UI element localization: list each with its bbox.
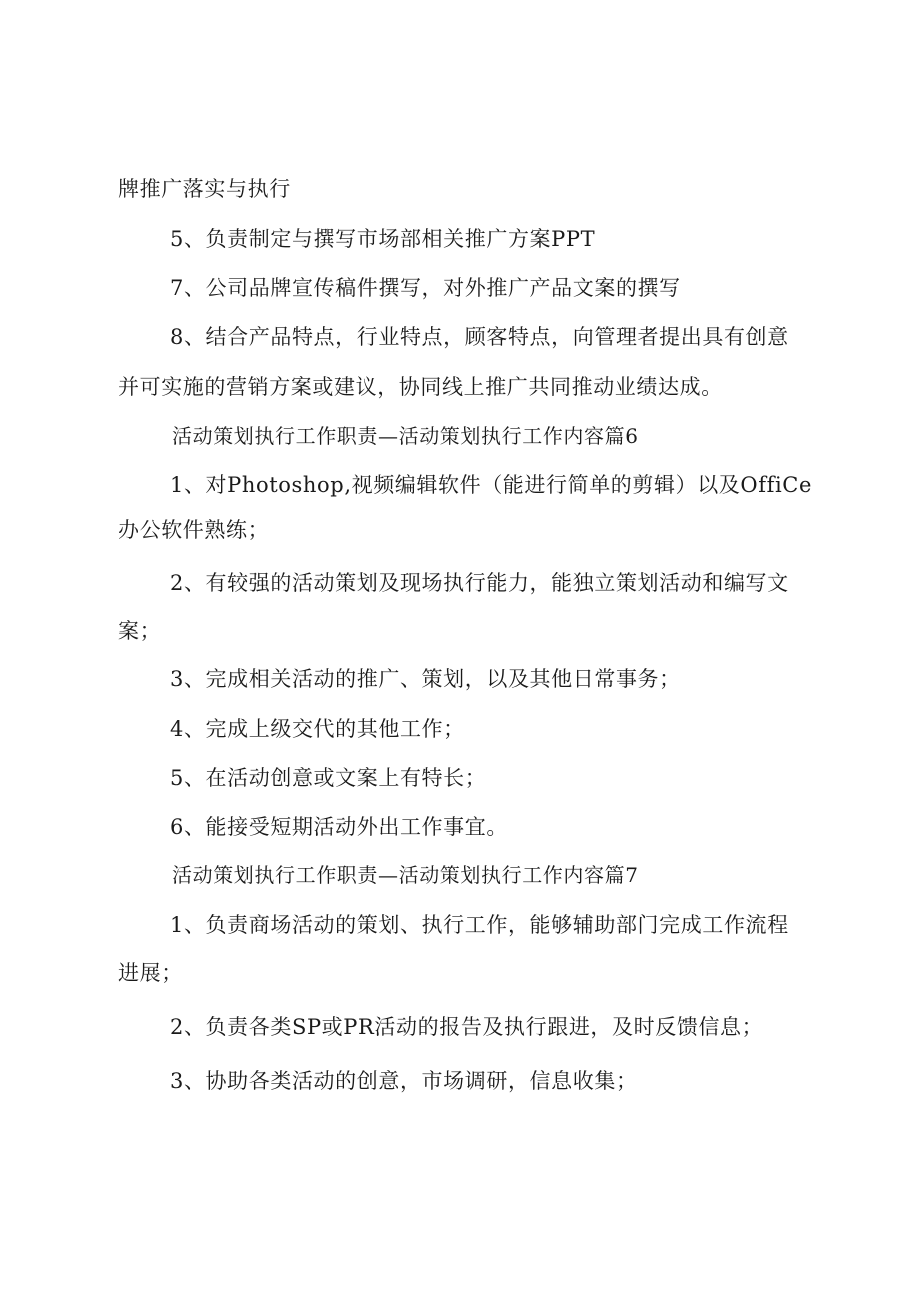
text-line: 2、有较强的活动策划及现场执行能力，能独立策划活动和编写文 xyxy=(170,571,789,595)
text-line: 2、负责各类SP或PR活动的报告及执行跟进，及时反馈信息； xyxy=(170,1015,764,1039)
text-line: 案； xyxy=(118,619,162,643)
text-line: 进展； xyxy=(118,961,183,985)
section-heading: 活动策划执行工作职责—活动策划执行工作内容篇6 xyxy=(172,424,639,448)
text-line: 6、能接受短期活动外出工作事宜。 xyxy=(170,815,508,839)
text-line: 7、公司品牌宣传稿件撰写，对外推广产品文案的撰写 xyxy=(170,276,681,300)
text-line: 并可实施的营销方案或建议，协同线上推广共同推动业绩达成。 xyxy=(118,375,723,399)
text-line: 1、负责商场活动的策划、执行工作，能够辅助部门完成工作流程 xyxy=(170,913,789,937)
text-line: 4、完成上级交代的其他工作； xyxy=(170,717,465,741)
text-line: 8、结合产品特点，行业特点，顾客特点，向管理者提出具有创意 xyxy=(170,325,789,349)
text-line: 3、完成相关活动的推广、策划，以及其他日常事务； xyxy=(170,667,681,691)
text-line: 1、对Photoshop,视频编辑软件（能进行简单的剪辑）以及OffiCe xyxy=(170,473,812,497)
text-line: 牌推广落实与执行 xyxy=(118,177,291,201)
text-line: 5、负责制定与撰写市场部相关推广方案PPT xyxy=(170,227,596,251)
section-heading: 活动策划执行工作职责—活动策划执行工作内容篇7 xyxy=(172,863,639,887)
text-line: 办公软件熟练； xyxy=(118,518,270,542)
text-line: 3、协助各类活动的创意，市场调研，信息收集； xyxy=(170,1069,638,1093)
text-line: 5、在活动创意或文案上有特长； xyxy=(170,766,487,790)
